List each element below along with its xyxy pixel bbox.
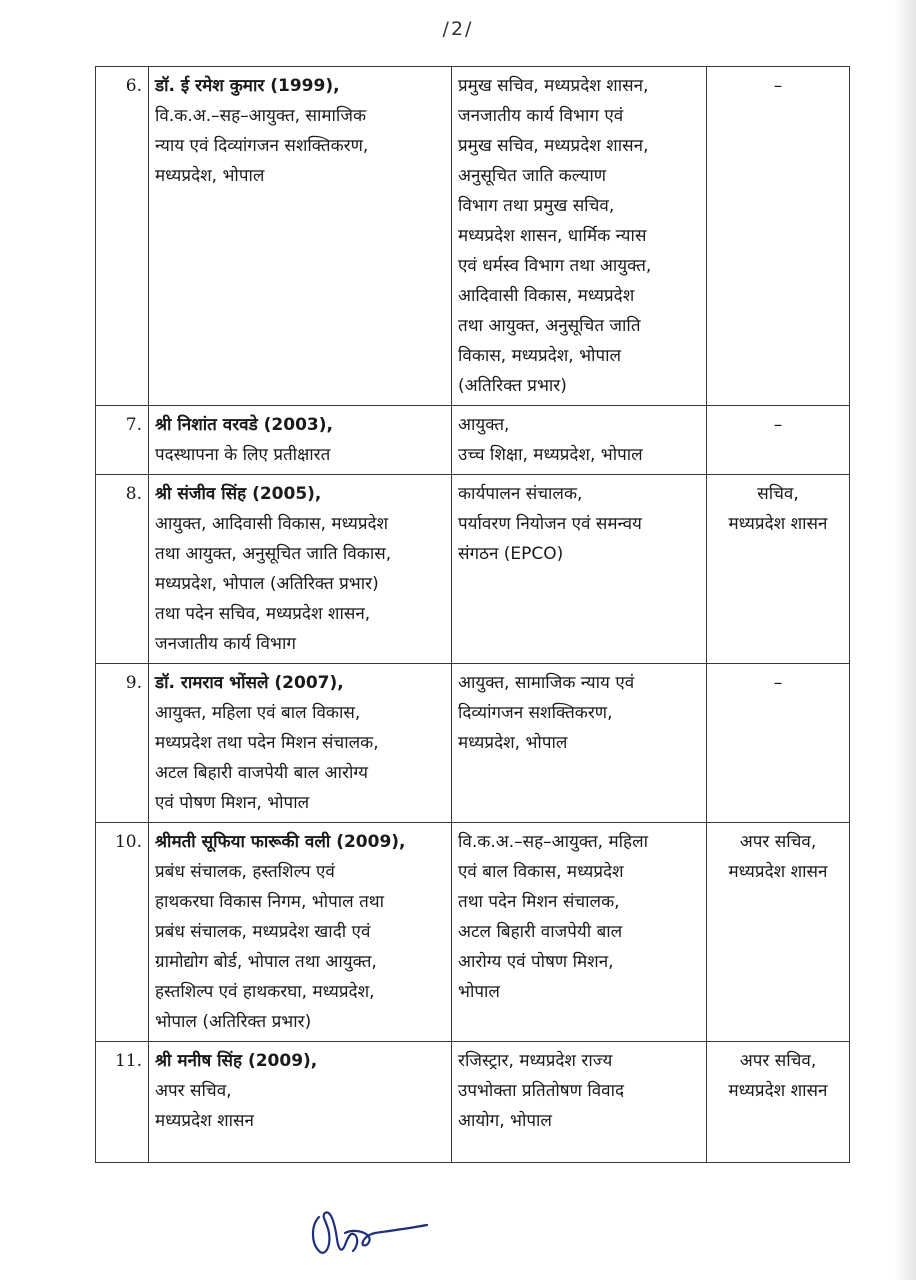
officer-name: श्री मनीष सिंह (2009), [155, 1051, 318, 1071]
new-post-line: आदिवासी विकास, मध्यप्रदेश [458, 286, 635, 306]
new-post-line: आयोग, भोपाल [458, 1111, 552, 1131]
signature-stroke [313, 1212, 427, 1252]
current-post-line: मध्यप्रदेश, भोपाल (अतिरिक्त प्रभार) [155, 574, 379, 594]
current-post-line: आयुक्त, आदिवासी विकास, मध्यप्रदेश [155, 514, 389, 534]
new-post-line: विभाग तथा प्रमुख सचिव, [458, 196, 615, 216]
current-post-line: तथा पदेन सचिव, मध्यप्रदेश शासन, [155, 604, 371, 624]
officer-name: श्रीमती सूफिया फारूकी वली (2009), [155, 832, 406, 852]
additional-charge-line: अपर सचिव, [739, 1051, 817, 1071]
new-post-line: तथा पदेन मिशन संचालक, [458, 892, 620, 912]
additional-charge-line: मध्यप्रदेश शासन [728, 1081, 828, 1101]
table-body [96, 67, 850, 1163]
officer-name: डॉ. रामराव भोंसले (2007), [155, 673, 344, 693]
new-post-line: (अतिरिक्त प्रभार) [458, 376, 567, 396]
new-post-line: विकास, मध्यप्रदेश, भोपाल [458, 346, 622, 366]
new-post-line: उच्च शिक्षा, मध्यप्रदेश, भोपाल [458, 445, 643, 465]
officer-cell [149, 475, 452, 664]
table-row [96, 664, 850, 823]
transfer-order-table [95, 66, 850, 1163]
additional-charge-line: – [773, 76, 783, 96]
table-row [96, 67, 850, 406]
new-post-line: भोपाल [458, 982, 500, 1002]
new-post-line: तथा आयुक्त, अनुसूचित जाति [458, 316, 641, 336]
additional-charge-line: मध्यप्रदेश शासन [728, 514, 828, 534]
serial-number: 11. [96, 1042, 149, 1163]
current-post-line: जनजातीय कार्य विभाग [155, 634, 296, 654]
new-post-line: संगठन (EPCO) [458, 544, 564, 564]
additional-charge-cell [707, 475, 850, 664]
table-row [96, 823, 850, 1042]
new-post-cell [452, 664, 707, 823]
new-post-line: अनुसूचित जाति कल्याण [458, 166, 607, 186]
additional-charge-line: – [773, 415, 783, 435]
page-number: /2/ [442, 18, 474, 40]
officer-cell [149, 67, 452, 406]
new-post-line: आयुक्त, सामाजिक न्याय एवं [458, 673, 635, 693]
current-post-line: प्रबंध संचालक, मध्यप्रदेश खादी एवं [155, 922, 371, 942]
serial-number: 8. [96, 475, 149, 664]
new-post-line: वि.क.अ.–सह–आयुक्त, महिला [458, 832, 648, 852]
page-edge-shadow [894, 0, 916, 1280]
officer-name: श्री निशांत वरवडे (2003), [155, 415, 333, 435]
new-post-line: आयुक्त, [458, 415, 510, 435]
new-post-line: पर्यावरण नियोजन एवं समन्वय [458, 514, 642, 534]
new-post-line: एवं धर्मस्व विभाग तथा आयुक्त, [458, 256, 652, 276]
current-post-line: तथा आयुक्त, अनुसूचित जाति विकास, [155, 544, 392, 564]
current-post-line: प्रबंध संचालक, हस्तशिल्प एवं [155, 862, 335, 882]
current-post-line: मध्यप्रदेश तथा पदेन मिशन संचालक, [155, 733, 379, 753]
officer-name: डॉ. ई रमेश कुमार (1999), [155, 76, 340, 96]
officer-cell [149, 664, 452, 823]
current-post-line: हाथकरघा विकास निगम, भोपाल तथा [155, 892, 385, 912]
additional-charge-cell [707, 823, 850, 1042]
current-post-line: अटल बिहारी वाजपेयी बाल आरोग्य [155, 763, 368, 783]
new-post-line: प्रमुख सचिव, मध्यप्रदेश शासन, [458, 76, 649, 96]
additional-charge-line: मध्यप्रदेश शासन [728, 862, 828, 882]
serial-number: 9. [96, 664, 149, 823]
new-post-line: जनजातीय कार्य विभाग एवं [458, 106, 624, 126]
officer-cell [149, 823, 452, 1042]
serial-number: 10. [96, 823, 149, 1042]
additional-charge-line: – [773, 673, 783, 693]
current-post-line: ग्रामोद्योग बोर्ड, भोपाल तथा आयुक्त, [155, 952, 377, 972]
new-post-line: एवं बाल विकास, मध्यप्रदेश [458, 862, 624, 882]
new-post-line: प्रमुख सचिव, मध्यप्रदेश शासन, [458, 136, 649, 156]
new-post-cell [452, 823, 707, 1042]
new-post-line: दिव्यांगजन सशक्तिकरण, [458, 703, 613, 723]
new-post-cell [452, 406, 707, 475]
new-post-line: रजिस्ट्रार, मध्यप्रदेश राज्य [458, 1051, 613, 1071]
new-post-cell [452, 475, 707, 664]
new-post-line: मध्यप्रदेश, भोपाल [458, 733, 568, 753]
table-row [96, 1042, 850, 1163]
current-post-line: वि.क.अ.–सह–आयुक्त, सामाजिक [155, 106, 367, 126]
officer-name: श्री संजीव सिंह (2005), [155, 484, 322, 504]
current-post-line: मध्यप्रदेश शासन [155, 1111, 254, 1131]
table-row [96, 475, 850, 664]
new-post-line: उपभोक्ता प्रतितोषण विवाद [458, 1081, 625, 1101]
current-post-line: न्याय एवं दिव्यांगजन सशक्तिकरण, [155, 136, 369, 156]
new-post-line: आरोग्य एवं पोषण मिशन, [458, 952, 614, 972]
serial-number: 7. [96, 406, 149, 475]
new-post-cell [452, 1042, 707, 1163]
additional-charge-cell [707, 67, 850, 406]
new-post-cell [452, 67, 707, 406]
new-post-line: मध्यप्रदेश शासन, धार्मिक न्यास [458, 226, 647, 246]
new-post-line: अटल बिहारी वाजपेयी बाल [458, 922, 623, 942]
officer-cell [149, 406, 452, 475]
current-post-line: भोपाल (अतिरिक्त प्रभार) [155, 1012, 312, 1032]
table-row [96, 406, 850, 475]
serial-number: 6. [96, 67, 149, 406]
additional-charge-cell [707, 1042, 850, 1163]
additional-charge-cell [707, 406, 850, 475]
signature [305, 1195, 435, 1265]
additional-charge-line: सचिव, [757, 484, 799, 504]
additional-charge-line: अपर सचिव, [739, 832, 817, 852]
current-post-line: अपर सचिव, [155, 1081, 232, 1101]
current-post-line: मध्यप्रदेश, भोपाल [155, 166, 265, 186]
current-post-line: हस्तशिल्प एवं हाथकरघा, मध्यप्रदेश, [155, 982, 375, 1002]
current-post-line: एवं पोषण मिशन, भोपाल [155, 793, 310, 813]
current-post-line: आयुक्त, महिला एवं बाल विकास, [155, 703, 361, 723]
additional-charge-cell [707, 664, 850, 823]
officer-cell [149, 1042, 452, 1163]
new-post-line: कार्यपालन संचालक, [458, 484, 583, 504]
current-post-line: पदस्थापना के लिए प्रतीक्षारत [155, 445, 331, 465]
